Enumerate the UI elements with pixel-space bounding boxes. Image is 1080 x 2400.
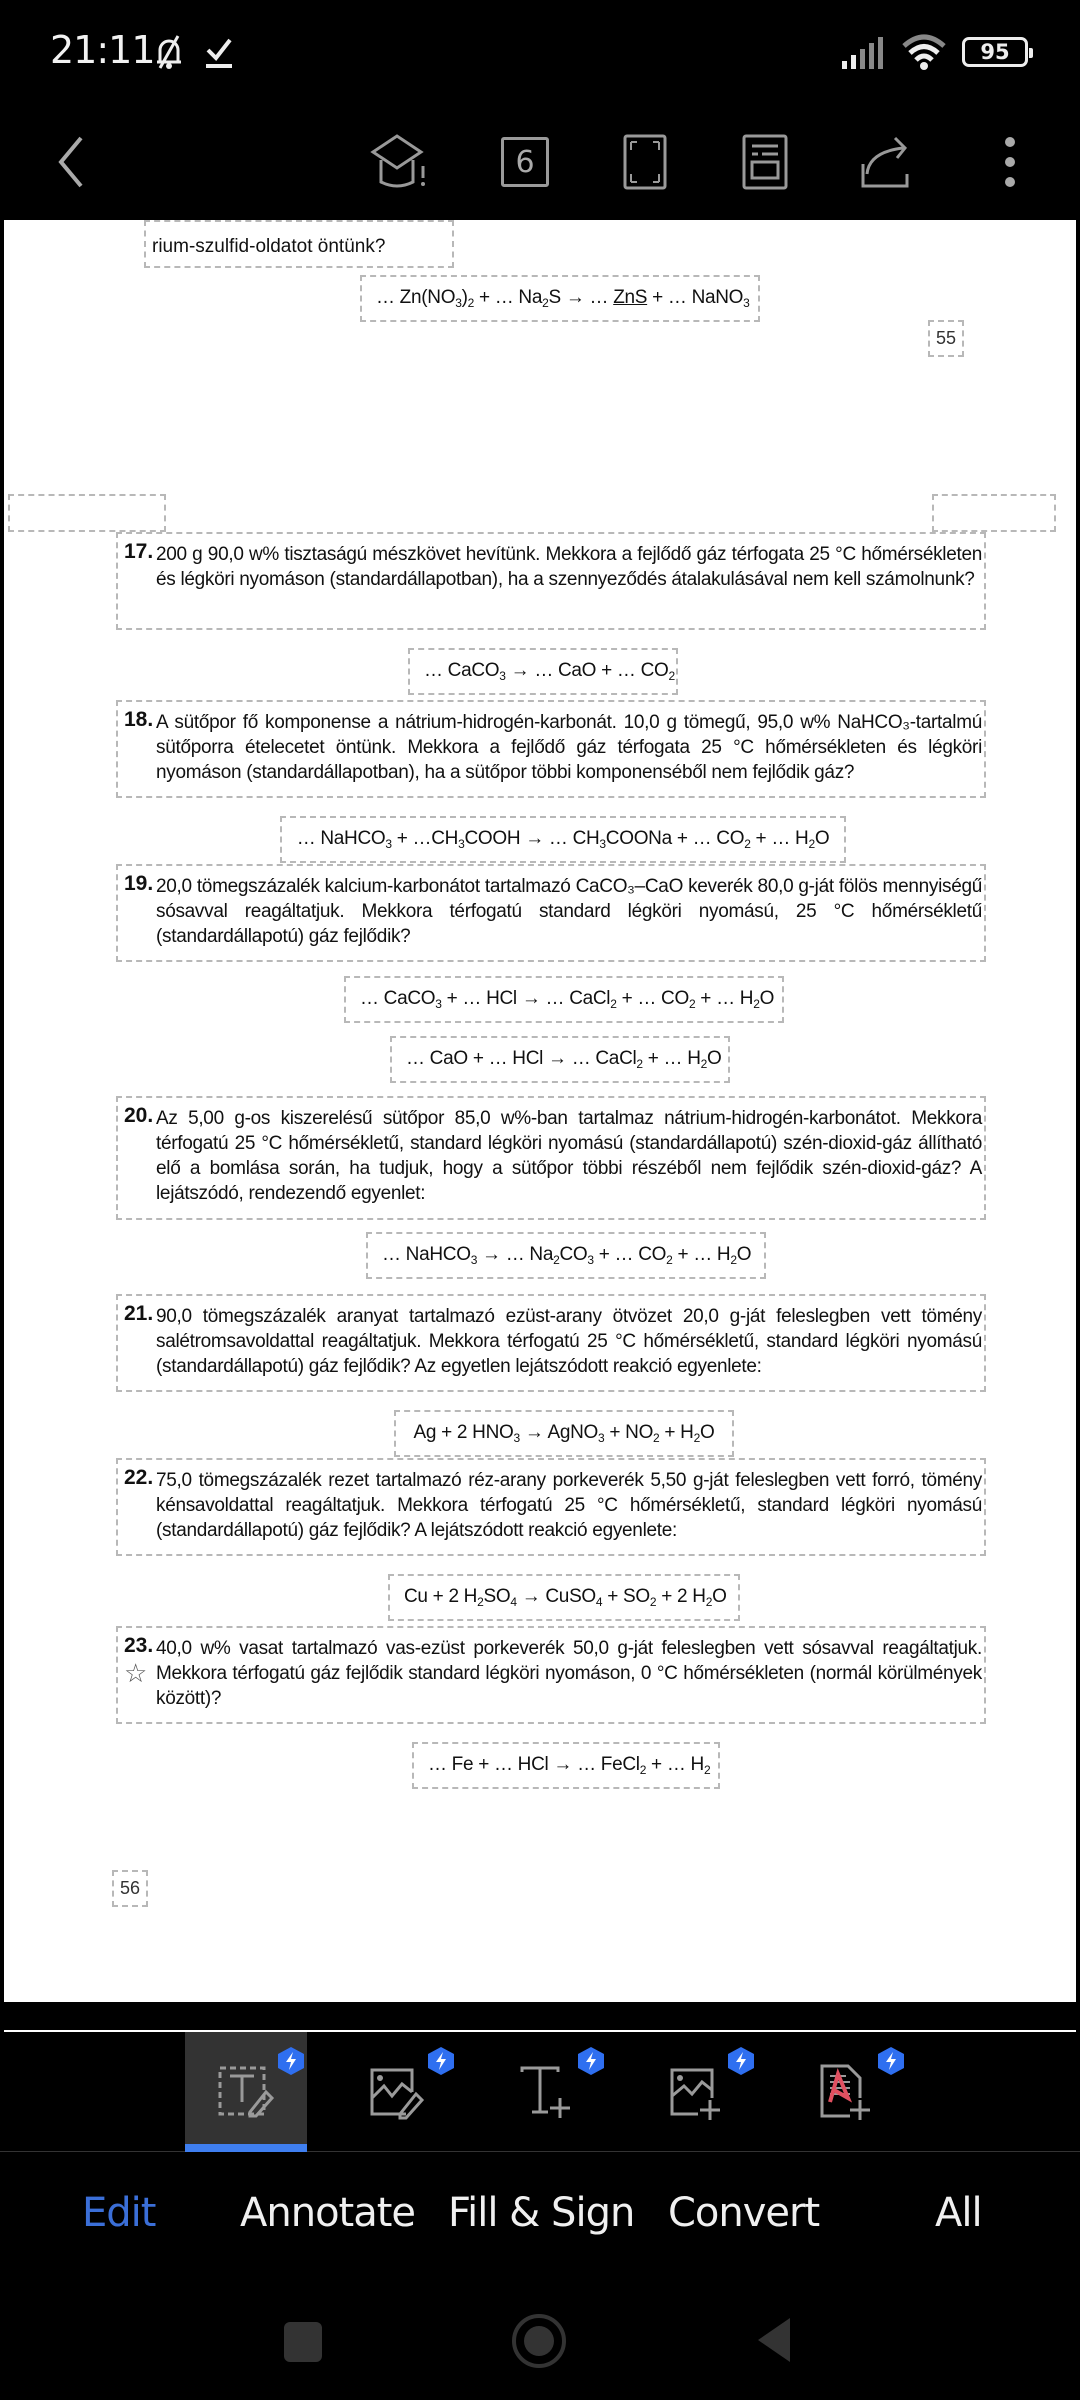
graduation-cap-icon bbox=[367, 130, 431, 194]
bolt-badge-icon bbox=[277, 2046, 305, 2076]
back-button[interactable] bbox=[36, 127, 106, 197]
learn-button[interactable] bbox=[364, 127, 434, 197]
edit-image-icon bbox=[366, 2062, 426, 2122]
question-23 bbox=[116, 1634, 986, 1716]
edit-text-icon bbox=[216, 2062, 276, 2122]
tab-all[interactable]: All bbox=[935, 2190, 982, 2236]
status-time: 21:11 bbox=[50, 28, 155, 72]
question-number: 17. bbox=[124, 540, 154, 563]
system-nav-bar bbox=[0, 2272, 1080, 2400]
question-text: Az 5,00 g-os kiszerelésű sütőpor 85,0 w%-ban tartalmaz nátrium-hidrogén-karbonátot. Mekkora térfogatú 25 °C hőmérsékletű, standard légköri nyomású (standardállapotú) szén-dioxid-gáz állítható elő a bomlása során, ha tudjuk, hogy a sütőpor többi részéből nem fejlődik szén-dioxid-gáz? A lejátszódó, rendezendő egyenlet: bbox=[156, 1108, 982, 1204]
more-vertical-icon bbox=[1003, 134, 1017, 190]
bottom-tab-bar bbox=[0, 2152, 1080, 2272]
page-count-icon bbox=[501, 137, 549, 187]
add-pdf-tool[interactable] bbox=[785, 2032, 907, 2152]
edit-text-tool[interactable] bbox=[185, 2032, 307, 2152]
page-count: 6 bbox=[515, 144, 535, 180]
edit-image-tool[interactable] bbox=[335, 2032, 457, 2152]
question-21 bbox=[116, 1302, 986, 1384]
reading-mode-icon bbox=[742, 134, 788, 190]
tab-fill-sign[interactable]: Fill & Sign bbox=[448, 2190, 635, 2236]
document-page-56 bbox=[4, 480, 1076, 2002]
equation: … NaHCO$_3$ → … $Na_2CO_3$ + … $CO_2$ + … $H_2O$ bbox=[366, 1232, 766, 1279]
home-button[interactable] bbox=[512, 2314, 566, 2368]
reading-mode-button[interactable] bbox=[730, 127, 800, 197]
page-count-button[interactable] bbox=[490, 127, 560, 197]
question-17 bbox=[116, 540, 986, 622]
question-text-tail: rium-szulfid-oldatot öntünk? bbox=[152, 236, 386, 257]
bolt-badge-icon bbox=[727, 2046, 755, 2076]
bell-off-icon bbox=[152, 34, 186, 72]
question-text: 90,0 tömegszázalék aranyat tartalmazó ezüst-arany ötvözet 20,0 g-ját feleslegben vett tömény salétromsavoldattal reagáltatjuk. Mekkora térfogatú 25 °C hőmérsékletű, standard légköri nyomású (standardállapotú) gáz fejlődik? Az egyetlen lejátszódott reakció egyenlete: bbox=[156, 1306, 982, 1377]
question-text: 75,0 tömegszázalék rezet tartalmazó réz-arany porkeverék 5,50 g-ját feleslegben vett forró, tömény kénsavoldattal reagáltatjuk. Mekkora térfogatú 25 °C hőmérsékletű, standard légköri nyomású (standardállapotú) gáz fejlődik? A lejátszódott reakció egyenlete: bbox=[156, 1470, 982, 1541]
battery-icon bbox=[962, 37, 1028, 67]
tab-edit[interactable]: Edit bbox=[82, 2190, 156, 2236]
document-viewer[interactable] bbox=[0, 220, 1080, 2032]
tab-annotate[interactable]: Annotate bbox=[240, 2190, 416, 2236]
status-bar bbox=[0, 0, 1080, 105]
bolt-badge-icon bbox=[877, 2046, 905, 2076]
equation: Ag + 2 $HNO_3$ → AgNO$_3$ + $NO_2 + H_2O$ bbox=[394, 1410, 734, 1457]
bolt-badge-icon bbox=[577, 2046, 605, 2076]
add-pdf-icon bbox=[816, 2062, 876, 2122]
question-20 bbox=[116, 1104, 986, 1212]
question-number: 21. bbox=[124, 1302, 154, 1325]
star-icon: ☆ bbox=[124, 1658, 148, 1688]
share-button[interactable] bbox=[852, 127, 922, 197]
equation: … CaO + … HCl → … CaCl$_2$ + … $H_2O$ bbox=[390, 1036, 730, 1083]
question-number: 19. bbox=[124, 872, 154, 895]
wifi-icon bbox=[902, 34, 946, 70]
fullscreen-icon bbox=[623, 134, 667, 190]
question-text: 20,0 tömegszázalék kalcium-karbonátot tartalmazó CaCO₃–CaO keverék 80,0 g-ját fölös mennyiségű sósavval reagáltatjuk. Mekkora térfogatú standard légköri nyomású, 25 °C hőmérsékletű (standardállapotú) gáz fejlődik? bbox=[156, 876, 982, 947]
question-text: 40,0 w% vasat tartalmazó vas-ezüst porkeverék 50,0 g-ját feleslegben vett sósavval reagáltatjuk. Mekkora térfogatú gáz fejlődik standard légköri nyomáson, 0 °C hőmérsékleten (normál körülmények között)? bbox=[156, 1638, 982, 1709]
equation: … Fe + … HCl → … FeCl$_2$ + … $H_2$ bbox=[412, 1742, 720, 1789]
question-number: 20. bbox=[124, 1104, 154, 1127]
question-number: 22. bbox=[124, 1466, 154, 1489]
bolt-badge-icon bbox=[427, 2046, 455, 2076]
app-toolbar bbox=[0, 105, 1080, 220]
add-text-tool[interactable] bbox=[485, 2032, 607, 2152]
question-19 bbox=[116, 872, 986, 954]
tab-convert[interactable]: Convert bbox=[668, 2190, 820, 2236]
add-text-icon bbox=[516, 2062, 576, 2122]
question-number: 23. bbox=[124, 1634, 154, 1657]
share-icon bbox=[859, 134, 915, 190]
question-18 bbox=[116, 708, 986, 790]
edit-tools-bar bbox=[0, 2032, 1080, 2152]
battery-level: 95 bbox=[980, 40, 1010, 64]
equation: Cu + 2 $H_2SO_4$ → CuSO$_4$ + $SO_2 + 2$ $H_2O$ bbox=[388, 1574, 740, 1621]
add-image-tool[interactable] bbox=[635, 2032, 757, 2152]
add-image-icon bbox=[666, 2062, 726, 2122]
equation: … $Zn(NO_3)_2$ + … $Na_2S$ → … ZnS + … NaNO$_3$ bbox=[360, 275, 760, 322]
equation: … CaCO$_3$ → … CaO + … $CO_2$ bbox=[408, 648, 678, 695]
equation: … NaHCO$_3$ + $\dots CH_3COOH$ → … $CH_3COONa$ + … $CO_2$ + … $H_2O$ bbox=[280, 816, 846, 863]
signal-icon bbox=[840, 35, 886, 69]
question-text: 200 g 90,0 w% tisztaságú mészkövet hevítünk. Mekkora a fejlődő gáz térfogata 25 °C hőmérsékleten és légköri nyomáson (standardállapotban), ha a szennyeződés átalakulásával nem kell számolnunk? bbox=[156, 544, 982, 590]
fullscreen-button[interactable] bbox=[610, 127, 680, 197]
chevron-left-icon bbox=[51, 134, 91, 190]
question-22 bbox=[116, 1466, 986, 1548]
question-number: 18. bbox=[124, 708, 154, 731]
question-text: A sütőpor fő komponense a nátrium-hidrogén-karbonát. 10,0 g tömegű, 95,0 w% NaHCO₃-tartalmú sütőporra ételecetet öntünk. Mekkora a fejlődő gáz térfogata 25 °C hőmérsékleten és légköri nyomáson (standardállapotban), ha a sütőpor többi komponenséből nem fejlődik gáz? bbox=[156, 712, 982, 783]
back-nav-button[interactable] bbox=[754, 2316, 794, 2364]
more-button[interactable] bbox=[975, 127, 1045, 197]
recents-button[interactable] bbox=[284, 2322, 322, 2362]
equation: … CaCO$_3$ + … HCl → … CaCl$_2$ + … $CO_2$ + … $H_2O$ bbox=[344, 976, 784, 1023]
page-number: 56 bbox=[112, 1870, 148, 1907]
check-download-icon bbox=[204, 36, 234, 70]
page-number: 55 bbox=[928, 320, 964, 357]
